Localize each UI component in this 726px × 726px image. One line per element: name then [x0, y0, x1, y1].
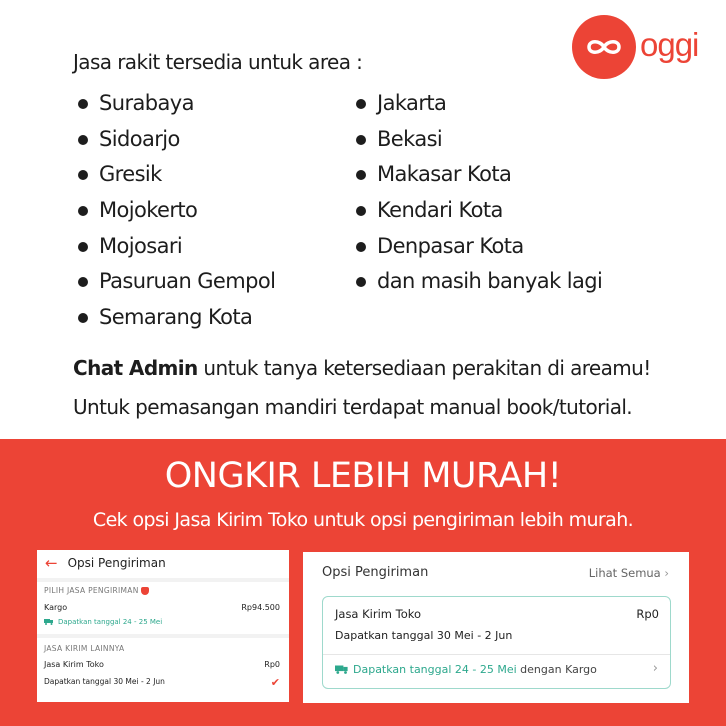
promo-subtitle: Cek opsi Jasa Kirim Toko untuk opsi pengiriman lebih murah. [92, 509, 634, 531]
chat-admin-label: Chat Admin [73, 356, 198, 380]
toko-eta: Dapatkan tanggal 30 Mei - 2 Jun [44, 677, 165, 686]
checkmark-icon: ✔ [270, 676, 280, 689]
card-title: Opsi Pengiriman [322, 565, 429, 580]
area-item: Makasar Kota [352, 161, 602, 197]
area-heading: Jasa rakit tersedia untuk area : [73, 50, 363, 74]
area-item: Mojosari [74, 233, 275, 269]
divider [323, 654, 670, 655]
chevron-right-icon[interactable]: › [652, 661, 658, 676]
area-item: Jakarta [352, 90, 602, 126]
area-item: Mojokerto [74, 197, 275, 233]
area-list-left [74, 90, 275, 340]
chat-admin-note [73, 356, 651, 380]
area-item: Gresik [74, 161, 275, 197]
truck-icon [44, 618, 54, 625]
option-name: Jasa Kirim Toko [335, 607, 422, 621]
back-arrow-icon[interactable]: ← [45, 554, 58, 572]
area-item: Sidoarjo [74, 126, 275, 162]
card-header [45, 554, 166, 572]
option-price: Rp0 [636, 607, 659, 621]
card-header-title: Opsi Pengiriman [67, 556, 166, 570]
truck-icon [335, 664, 349, 674]
shipping-options-card-small [37, 550, 289, 702]
option-eta: Dapatkan tanggal 30 Mei - 2 Jun [335, 629, 513, 642]
section-label: JASA KIRIM LAINNYA [44, 644, 125, 653]
shield-icon [141, 587, 149, 595]
area-item: Bekasi [352, 126, 602, 162]
section-label: PILIH JASA PENGIRIMAN [44, 586, 149, 595]
infinity-icon [584, 36, 624, 58]
option-price: Rp0 [264, 660, 280, 669]
option-price: Rp94.500 [241, 603, 280, 612]
toko-option[interactable] [44, 660, 280, 669]
divider [37, 634, 289, 638]
kargo-option[interactable] [44, 603, 280, 612]
chevron-right-icon: › [664, 566, 669, 580]
chat-admin-text: untuk tanya ketersediaan perakitan di areamu! [197, 356, 651, 380]
see-all-link[interactable]: Lihat Semua › [588, 566, 669, 580]
divider [37, 578, 289, 582]
area-item: dan masih banyak lagi [352, 268, 602, 304]
option-label: Jasa Kirim Toko [44, 660, 104, 669]
kargo-alternative[interactable]: Dapatkan tanggal 24 - 25 Mei dengan Kargo [335, 663, 597, 676]
area-item: Surabaya [74, 90, 275, 126]
kargo-eta: Dapatkan tanggal 24 - 25 Mei [44, 618, 162, 626]
brand-name: oggi [640, 26, 699, 63]
shipping-options-card-large [303, 552, 689, 703]
area-item: Pasuruan Gempol [74, 268, 275, 304]
area-item: Kendari Kota [352, 197, 602, 233]
oggi-logo-mark [572, 15, 636, 79]
area-item: Semarang Kota [74, 304, 275, 340]
promo-title: ONGKIR LEBIH MURAH! [164, 456, 562, 496]
manual-note: Untuk pemasangan mandiri terdapat manual book/tutorial. [73, 395, 633, 419]
option-label: Kargo [44, 603, 68, 612]
selected-shipping-option[interactable] [322, 596, 671, 689]
area-list-right [352, 90, 602, 304]
area-item: Denpasar Kota [352, 233, 602, 269]
